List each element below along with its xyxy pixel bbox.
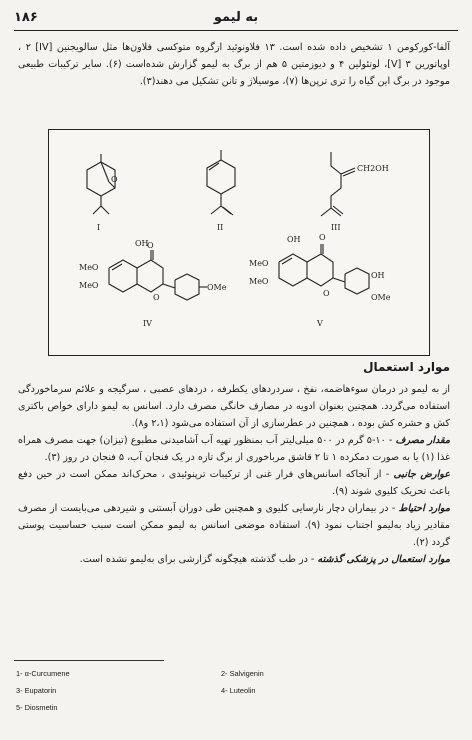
page-header bbox=[14, 6, 458, 32]
footnote-3: 3- Eupatorin bbox=[16, 686, 57, 695]
structure-label-i: I bbox=[97, 223, 101, 232]
ketone-label: O bbox=[319, 233, 326, 242]
intro-paragraph: آلفا-کورکومن ۱ تشخیص داده شده است. ۱۳ فلاونوئید ازگروه متوکسی فلاون‌ها مثل سالویجنین [IV] ۲ ، اوپاتورین ۳ [V]، لوتئولین ۴ و دیوزمتین ۵ هم از برگ به لیمو گزارش شده‌است (۶). سایر ترکیبات طبیعی موجود در برگ این گیاه را تری ترپن‌ها (۷)، موسیلاژ و تانن تشکیل می دهند(۳). bbox=[18, 42, 451, 87]
ome-label: OMe bbox=[371, 293, 391, 302]
running-title: به لیمو bbox=[213, 10, 259, 25]
structure-iv bbox=[79, 239, 227, 328]
meo-label: MeO bbox=[249, 259, 269, 268]
structure-ii bbox=[207, 150, 235, 232]
footnote-1: 1- α-Curcumene bbox=[16, 669, 70, 678]
ring-oxygen-label: O bbox=[323, 289, 330, 298]
oh-label: OH bbox=[135, 239, 149, 248]
oxygen-label: O bbox=[111, 175, 118, 184]
footnote-rule bbox=[14, 660, 164, 661]
structure-v bbox=[249, 233, 391, 328]
section-heading: موارد استعمال bbox=[363, 360, 450, 374]
structure-label-ii: II bbox=[217, 223, 224, 232]
side-effects-label: عوارض جانبی bbox=[393, 469, 450, 480]
caution-text: - در بیماران دچار نارسایی کلیوی و همچنین طی دوران آبستنی و شیردهی می‌بایست از مصرف مقادیر زیاد به‌لیمو اجتناب نمود (۹). استفاده موضعی اسانس به لیمو ممکن است سبب حساسیت پوستی گردد (۲). bbox=[18, 503, 451, 548]
oh-label: OH bbox=[371, 271, 385, 280]
page-number: ۱۸۶ bbox=[14, 10, 38, 25]
footnote-4: 4- Luteolin bbox=[221, 686, 256, 695]
meo-label: MeO bbox=[79, 263, 99, 272]
footnote-5: 5- Diosmetin bbox=[16, 703, 58, 712]
chemical-structures-figure bbox=[48, 129, 430, 356]
structure-label-iii: III bbox=[331, 223, 341, 232]
structure-label-v: V bbox=[317, 319, 323, 328]
structure-label-iv: IV bbox=[143, 319, 152, 328]
ring-oxygen-label: O bbox=[153, 293, 160, 302]
structure-i bbox=[87, 154, 118, 232]
history-text: - در طب گذشته هیچگونه گزارشی برای به‌لیمو نشده است. bbox=[79, 554, 318, 565]
meo-label: MeO bbox=[249, 277, 269, 286]
ketone-label: O bbox=[147, 241, 154, 250]
ome-label: OMe bbox=[207, 283, 227, 292]
structure-iii bbox=[321, 152, 389, 232]
history-label: موارد استعمال در پزشکی گذشته bbox=[317, 554, 450, 565]
side-effects-text: - از آنجاکه اسانس‌های فرار غنی از ترکیبات ترپنوئیدی ، محرک‌اند ممکن است در حین دفع باعث تحریک کلیوی شوند (۹). bbox=[18, 469, 450, 497]
oh-label: OH bbox=[287, 235, 301, 244]
dose-label: مقدار مصرف bbox=[395, 435, 451, 446]
header-rule bbox=[14, 30, 458, 31]
ch2oh-label: CH2OH bbox=[357, 164, 389, 173]
footnote-2: 2- Salvigenin bbox=[221, 669, 264, 678]
dose-text: - ۱۰-۵ گرم در ۵۰۰ میلی‌لیتر آب بمنظور تهیه آب آشامیدنی مطبوع (تیزان) جهت مصرف همراه غذا (۱) یا به صورت دمکرده ۱ تا ۲ قاشق مرباخوری از برگ تازه در یک فنجان آب، ۵ فنجان در روز (۳). bbox=[18, 435, 450, 463]
usage-paragraph bbox=[18, 381, 450, 568]
usage-text: از به لیمو در درمان سوءهاضمه، نفخ ، سردردهای یکطرفه ، دردهای عصبی ، سرگیجه و علائم سرماخوردگی استفاده می‌گردد. همچنین بعنوان ادویه در مصارف خانگی مصرف دارد. اسانس به لیمو دارای خواص باکتری کش و حشره کش بوده ، همچنین در عطرسازی از آن استفاده می‌شود (۲،۱ و۸). bbox=[18, 384, 450, 429]
caution-label: موارد احتیاط bbox=[398, 503, 450, 514]
meo-label: MeO bbox=[79, 281, 99, 290]
